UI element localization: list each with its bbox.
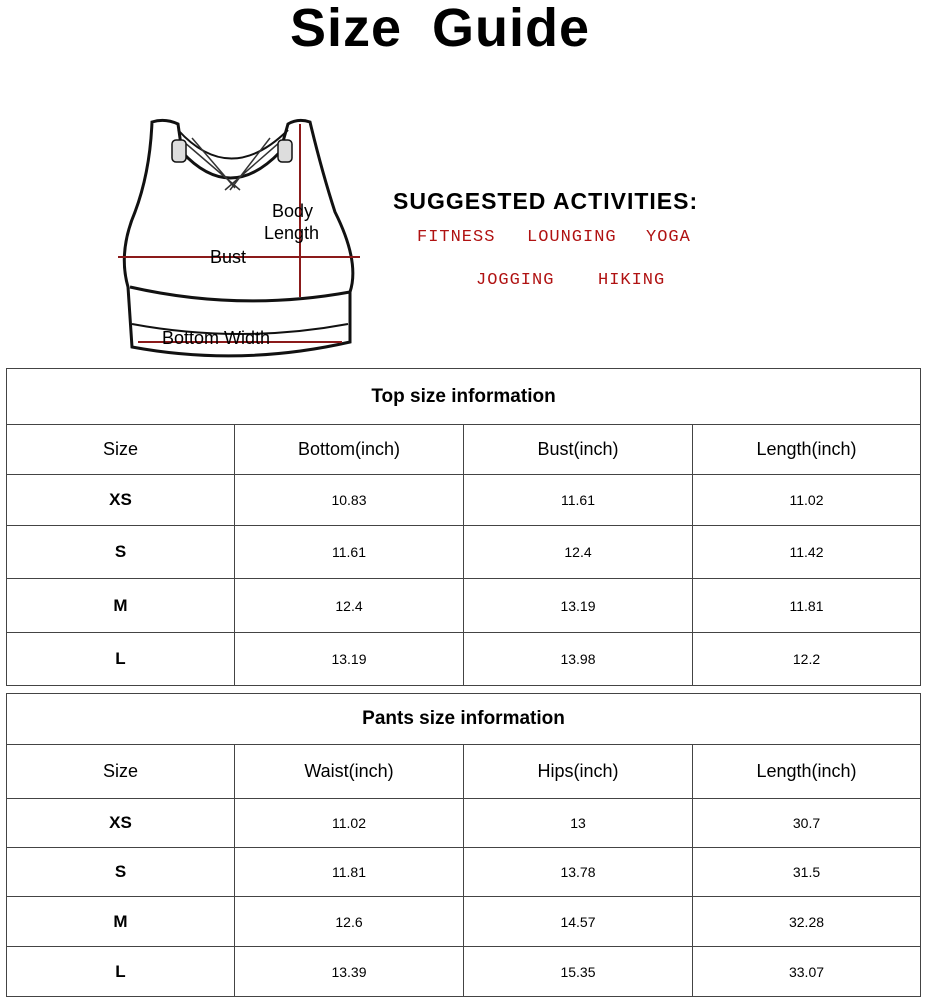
size-cell: L [7,947,235,997]
value-cell: 11.81 [693,579,921,633]
table-row [7,526,921,579]
activity-fitness: FITNESS [417,228,496,247]
value-cell: 11.61 [235,526,464,579]
value-cell: 12.2 [693,633,921,686]
value-cell: 13.19 [464,579,693,633]
value-cell: 13.19 [235,633,464,686]
label-length: Length [264,223,320,243]
value-cell: 11.81 [235,848,464,897]
size-cell: XS [7,799,235,848]
value-cell: 12.6 [235,897,464,947]
size-cell: M [7,579,235,633]
value-cell: 11.61 [464,475,693,526]
value-cell: 12.4 [235,579,464,633]
size-cell: S [7,848,235,897]
value-cell: 15.35 [464,947,693,997]
column-header: Size [7,425,235,475]
pants-size-table [6,693,921,997]
value-cell: 32.28 [693,897,921,947]
value-cell: 13 [464,799,693,848]
activity-hiking: HIKING [598,271,666,290]
table-row [7,633,921,686]
top-table-caption: Top size information [7,369,921,425]
column-header: Hips(inch) [464,745,693,799]
value-cell: 11.02 [693,475,921,526]
value-cell: 12.4 [464,526,693,579]
value-cell: 11.42 [693,526,921,579]
value-cell: 10.83 [235,475,464,526]
table-row [7,579,921,633]
table-row [7,947,921,997]
value-cell: 11.02 [235,799,464,848]
pants-table-caption: Pants size information [7,694,921,745]
sports-bra-measurement-diagram [110,112,370,362]
top-size-table [6,368,921,686]
label-bust: Bust [210,247,247,267]
label-bottom-width: Bottom Width [162,328,271,348]
column-header: Bust(inch) [464,425,693,475]
value-cell: 13.78 [464,848,693,897]
activity-yoga: YOGA [646,228,691,247]
value-cell: 33.07 [693,947,921,997]
value-cell: 14.57 [464,897,693,947]
value-cell: 30.7 [693,799,921,848]
table-row [7,475,921,526]
page-title: Size Guide [289,0,591,58]
value-cell: 31.5 [693,848,921,897]
size-cell: XS [7,475,235,526]
activity-jogging: JOGGING [476,271,555,290]
size-cell: M [7,897,235,947]
size-cell: S [7,526,235,579]
column-header: Length(inch) [693,425,921,475]
size-cell: L [7,633,235,686]
column-header: Length(inch) [693,745,921,799]
activities-heading: SUGGESTED ACTIVITIES: [393,188,699,214]
label-body: Body [272,201,314,221]
value-cell: 13.39 [235,947,464,997]
table-row [7,848,921,897]
column-header: Bottom(inch) [235,425,464,475]
table-row [7,799,921,848]
activity-lounging: LOUNGING [527,228,617,247]
table-row [7,897,921,947]
value-cell: 13.98 [464,633,693,686]
column-header: Waist(inch) [235,745,464,799]
column-header: Size [7,745,235,799]
